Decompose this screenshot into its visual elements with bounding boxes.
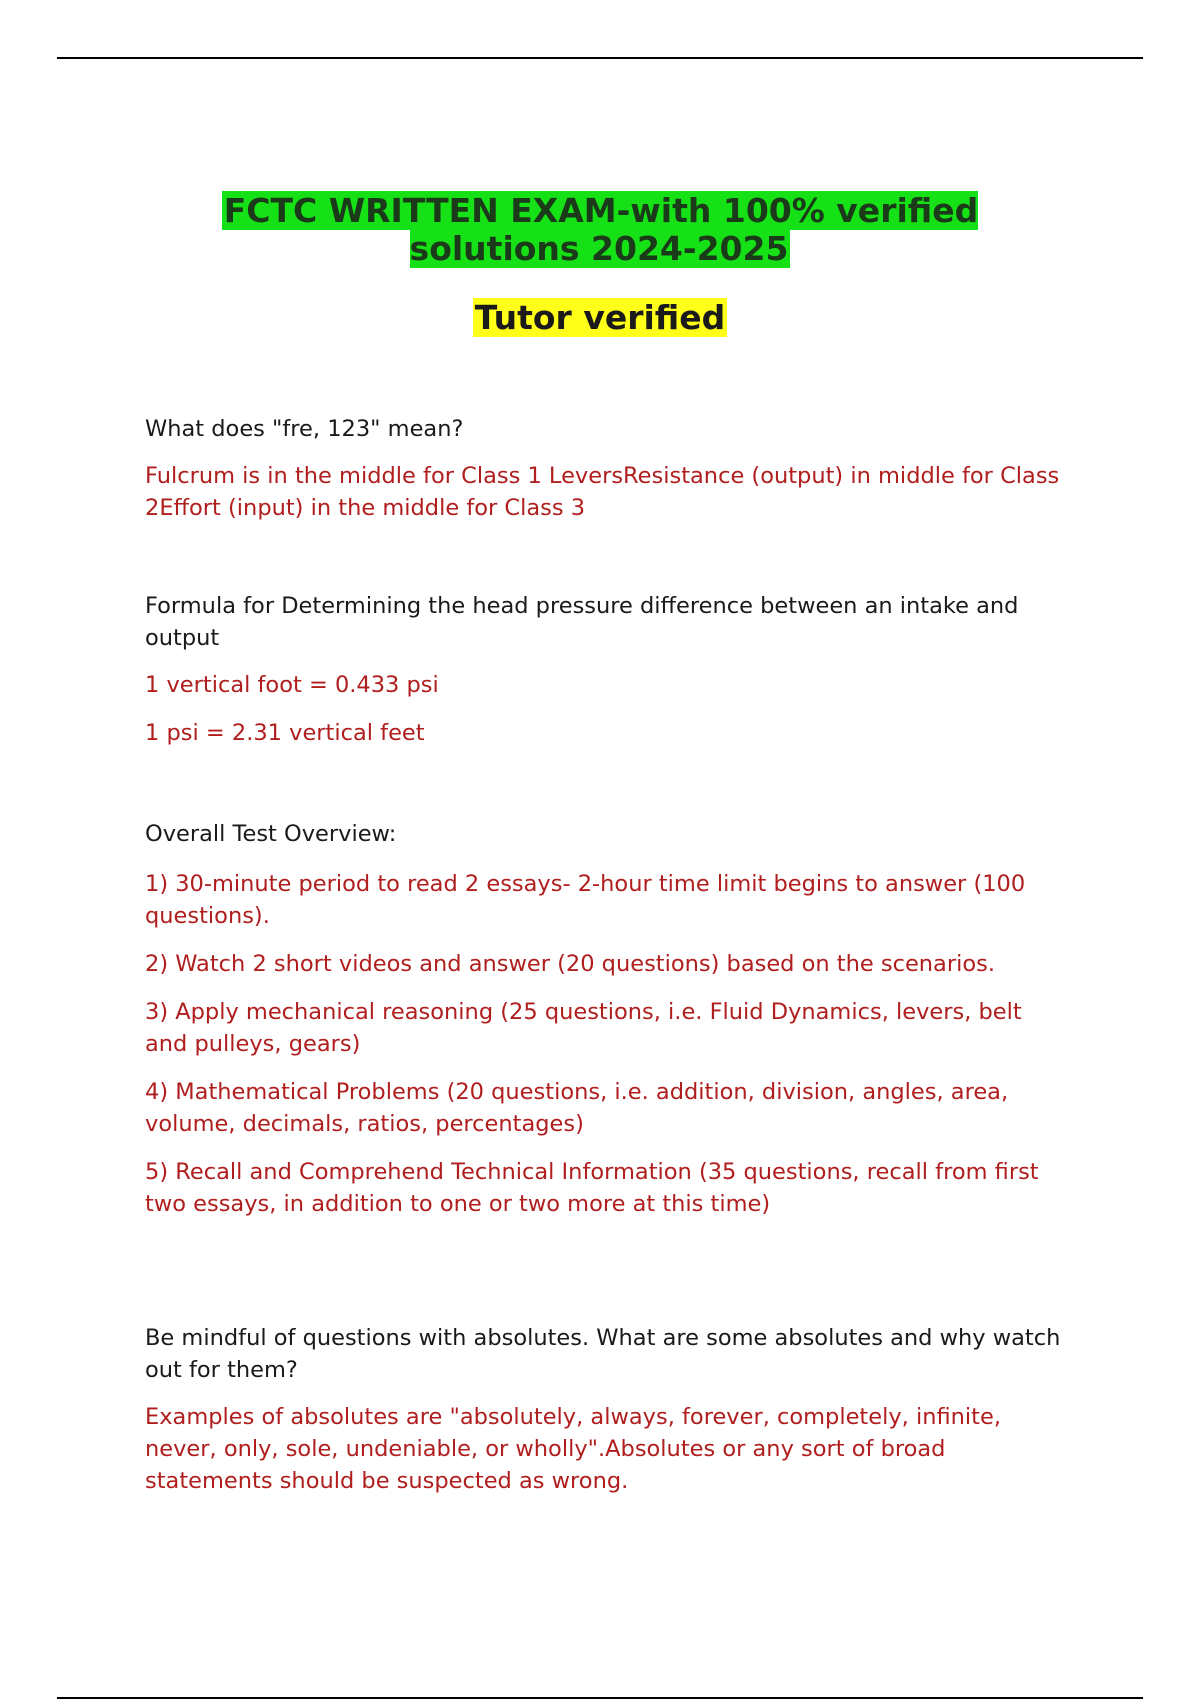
document-subtitle-text: Tutor verified [474,298,726,337]
answer-3-4: 4) Mathematical Problems (20 questions, i.e. addition, division, angles, area, volume, decimals, ratios, percentages) [145,1079,1009,1137]
answer-2-2: 1 psi = 2.31 vertical feet [145,720,425,746]
qa-block-3 [145,818,1065,1220]
answer-4-1: Examples of absolutes are "absolutely, always, forever, completely, infinite, never, only, sole, undeniable, or wholly".Absolutes or any sort of broad statements should be suspected as wrong. [145,1404,1001,1494]
answer-3-1: 1) 30-minute period to read 2 essays- 2-hour time limit begins to answer (100 questions). [145,871,1026,929]
question-4: Be mindful of questions with absolutes. What are some absolutes and why watch out for them? [145,1325,1061,1383]
document-subtitle [150,298,1050,338]
document-title-text: FCTC WRITTEN EXAM-with 100% verified solutions 2024-2025 [223,191,979,268]
top-rule [57,57,1143,59]
question-3: Overall Test Overview: [145,821,397,847]
question-2: Formula for Determining the head pressure difference between an intake and output [145,593,1019,651]
qa-block-4 [145,1322,1065,1497]
answer-2-1: 1 vertical foot = 0.433 psi [145,672,439,698]
answer-1-1: Fulcrum is in the middle for Class 1 LeversResistance (output) in middle for Class 2Effort (input) in the middle for Class 3 [145,463,1060,521]
bottom-rule [57,1697,1143,1699]
document-title [150,192,1050,268]
answer-3-5: 5) Recall and Comprehend Technical Information (35 questions, recall from first two essays, in addition to one or two more at this time) [145,1159,1039,1217]
qa-block-1 [145,413,1065,524]
answer-3-2: 2) Watch 2 short videos and answer (20 questions) based on the scenarios. [145,951,995,977]
qa-block-2 [145,590,1065,749]
question-1: What does "fre, 123" mean? [145,416,464,442]
answer-3-3: 3) Apply mechanical reasoning (25 questions, i.e. Fluid Dynamics, levers, belt and pulleys, gears) [145,999,1022,1057]
